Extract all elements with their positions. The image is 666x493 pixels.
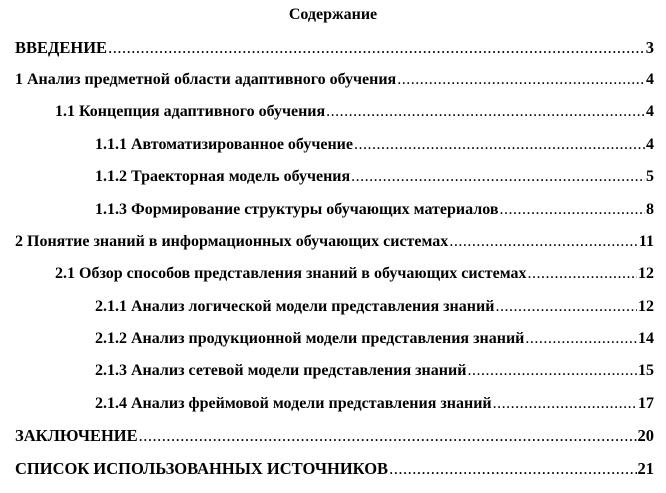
- toc-leader-dots: [449, 230, 638, 254]
- toc-entry-text: 1.1.1 Автоматизированное обучение: [95, 136, 353, 153]
- toc-entry-section-1-1: [0, 100, 666, 124]
- toc-leader-dots: [326, 100, 645, 124]
- toc-entry-references: [0, 457, 666, 481]
- toc-entry-chapter-2: [0, 230, 666, 254]
- toc-page-number: 4: [646, 71, 654, 88]
- toc-entry-text: 2.1 Обзор способов представления знаний в обучающих системах: [55, 265, 527, 282]
- toc-entry-introduction: [0, 36, 666, 60]
- toc-entry-section-1-1-3: [0, 198, 666, 222]
- toc-entry-text: СПИСОК ИСПОЛЬЗОВАННЫХ ИСТОЧНИКОВ: [15, 459, 389, 478]
- toc-entry-section-1-1-1: [0, 133, 666, 157]
- toc-entry-conclusion: [0, 424, 666, 448]
- toc-page-number: 12: [638, 265, 654, 282]
- toc-entry-text: 2.1.1 Анализ логической модели представления знаний: [95, 298, 495, 315]
- toc-leader-dots: [525, 327, 637, 351]
- toc-entry-text: 2 Понятие знаний в информационных обучающих системах: [15, 233, 449, 250]
- toc-page-number: 4: [646, 136, 654, 153]
- toc-entry-chapter-1: [0, 68, 666, 92]
- toc-entry-text: ВВЕДЕНИЕ: [15, 38, 108, 57]
- toc-page-number: 20: [637, 426, 654, 445]
- toc-leader-dots: [351, 165, 645, 189]
- toc-leader-dots: [354, 133, 645, 157]
- toc-leader-dots: [527, 262, 637, 286]
- toc-leader-dots: [397, 68, 645, 92]
- toc-entry-section-2-1-1: [0, 295, 666, 319]
- toc-leader-dots: [389, 457, 636, 481]
- toc-page-number: 8: [646, 201, 654, 218]
- toc-leader-dots: [499, 198, 645, 222]
- toc-entry-text: 1 Анализ предметной области адаптивного обучения: [15, 71, 397, 88]
- document-title: Содержание: [288, 6, 378, 23]
- toc-page-number: 5: [646, 168, 654, 185]
- toc-page-number: 11: [638, 233, 654, 250]
- toc-entry-text: 2.1.4 Анализ фреймовой модели представления знаний: [95, 395, 492, 412]
- toc-page-number: 3: [645, 38, 654, 57]
- toc-leader-dots: [493, 392, 637, 416]
- toc-leader-dots: [495, 295, 637, 319]
- toc-leader-dots: [108, 36, 645, 60]
- toc-entry-text: ЗАКЛЮЧЕНИЕ: [15, 426, 138, 445]
- toc-entry-text: 2.1.3 Анализ сетевой модели представления знаний: [95, 362, 467, 379]
- toc-page-number: 12: [638, 298, 654, 315]
- toc-leader-dots: [467, 359, 637, 383]
- toc-entry-section-2-1-2: [0, 327, 666, 351]
- toc-entry-section-2-1: [0, 262, 666, 286]
- toc-entry-section-1-1-2: [0, 165, 666, 189]
- toc-entry-section-2-1-3: [0, 359, 666, 383]
- toc-leader-dots: [139, 424, 637, 448]
- toc-entry-text: 1.1 Концепция адаптивного обучения: [55, 103, 326, 120]
- toc-page-number: 17: [638, 395, 654, 412]
- toc-page-number: 14: [638, 330, 654, 347]
- toc-page-number: 15: [638, 362, 654, 379]
- toc-entry-text: 2.1.2 Анализ продукционной модели представления знаний: [95, 330, 525, 347]
- toc-entry-section-2-1-4: [0, 392, 666, 416]
- toc-entry-text: 1.1.2 Траекторная модель обучения: [95, 168, 351, 185]
- toc-page-number: 4: [646, 103, 654, 120]
- toc-entry-text: 1.1.3 Формирование структуры обучающих материалов: [95, 201, 499, 218]
- toc-page-number: 21: [637, 459, 654, 478]
